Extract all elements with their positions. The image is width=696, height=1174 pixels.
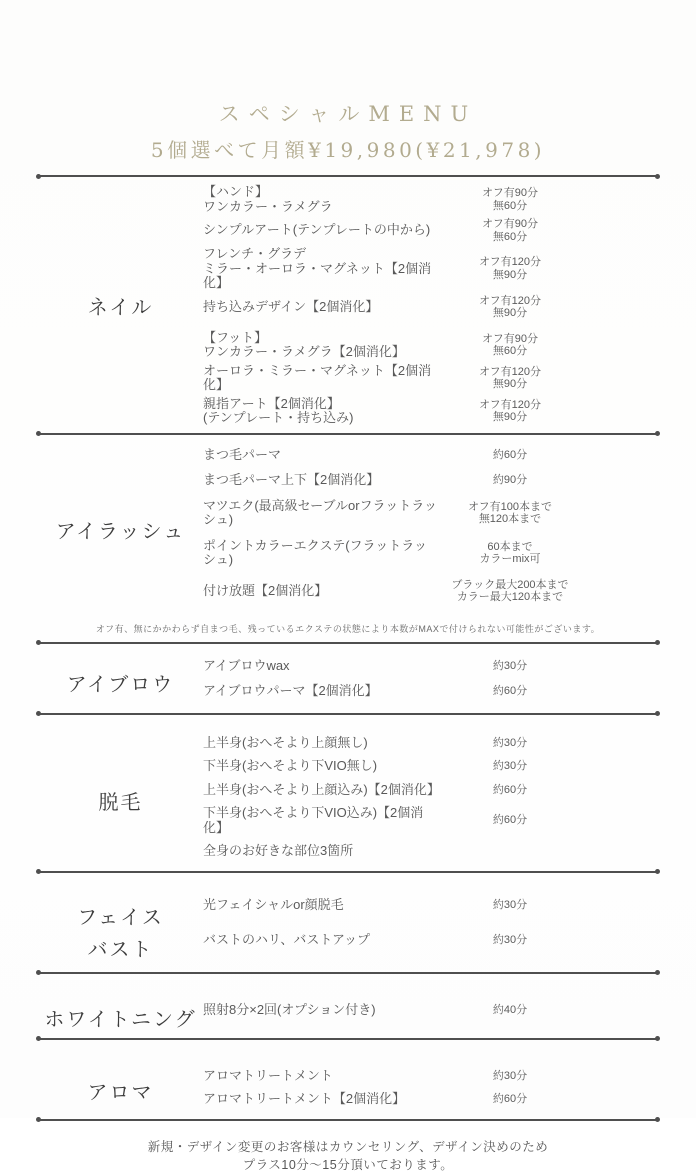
section-divider: [38, 972, 658, 974]
menu-item-row: [203, 397, 658, 426]
item-name-line: 【ハンド】: [203, 184, 269, 199]
category-label-line: フェイス: [77, 905, 164, 929]
section-divider: [38, 642, 658, 644]
item-name: [203, 806, 440, 835]
item-name: [203, 397, 440, 426]
menu-item-row: [203, 331, 658, 360]
item-duration-line: 約60分: [492, 685, 528, 697]
section-divider: [38, 713, 658, 715]
item-name-line: アイブロウパーマ【2個消化】: [203, 683, 378, 698]
item-duration: [440, 474, 580, 487]
item-name: [203, 473, 440, 488]
item-name-line: 親指アート【2個消化】: [203, 395, 340, 411]
menu-item-row: [203, 448, 658, 463]
item-duration-line: 約60分: [492, 814, 528, 827]
item-name: [203, 759, 440, 774]
item-duration-line: 無60分: [492, 230, 528, 243]
category-label-line: バスト: [87, 937, 154, 961]
page-subtitle: 5個選べて月額¥19,980(¥21,978): [150, 138, 546, 162]
item-name: [203, 539, 440, 568]
category-label: [38, 901, 203, 965]
item-name-line: 付け放題【2個消化】: [203, 582, 328, 598]
item-duration: [440, 218, 580, 243]
item-duration: [440, 737, 580, 750]
item-name: [203, 844, 440, 859]
menu-item-row: [203, 1092, 658, 1107]
menu-section: [38, 881, 658, 984]
section-rows: [203, 1003, 658, 1035]
item-name: [203, 1069, 440, 1084]
item-name-line: 上半身(おへそより上顔無し): [203, 734, 368, 750]
item-duration-line: 無120本まで: [478, 513, 542, 525]
item-duration: [440, 541, 580, 566]
menu-item-row: [203, 1069, 658, 1084]
item-duration-line: 約30分: [492, 760, 528, 772]
menu-item-row: [203, 933, 658, 948]
item-duration-line: 無90分: [492, 411, 528, 423]
footer-note-line-2: プラス10分〜15分頂いております。: [242, 1157, 454, 1172]
menu-item-row: [203, 806, 658, 835]
item-name-line: ワンカラー・ラメグラ【2個消化】: [203, 344, 405, 359]
item-duration-line: オフ有100本まで: [467, 500, 553, 513]
item-name: [203, 1003, 440, 1018]
item-name-line: (テンプレート・持ち込み): [203, 410, 354, 425]
item-name-line: シンプルアート(テンプレートの中から): [203, 222, 431, 238]
item-name-line: 下半身(おへそより下VIO込み)【2個消化】: [203, 805, 424, 835]
category-label-line: アイラッシュ: [55, 519, 186, 543]
menu-item-row: [203, 539, 658, 568]
category-label-line: アイブロウ: [66, 672, 175, 696]
item-duration-line: ブラック最大200本まで: [451, 578, 569, 591]
item-duration: [440, 1070, 580, 1083]
item-duration-line: 約30分: [492, 736, 528, 749]
item-duration: [440, 501, 580, 526]
item-duration-line: 約60分: [492, 1093, 528, 1105]
item-name-line: まつ毛パーマ: [203, 446, 282, 462]
item-duration: [440, 814, 580, 827]
category-label-line: アロマ: [87, 1080, 154, 1104]
category-label: [38, 515, 203, 547]
menu-header: [38, 0, 658, 177]
item-name: [203, 933, 440, 948]
item-name: [203, 1092, 440, 1107]
menu-item-row: [203, 247, 658, 291]
section-rows: [203, 448, 658, 615]
item-name: [203, 659, 440, 674]
item-duration-line: 約30分: [492, 1069, 528, 1082]
item-name: [203, 684, 440, 699]
menu-item-row: [203, 364, 658, 393]
menu-item-row: [203, 473, 658, 488]
item-duration-line: 無90分: [492, 307, 528, 319]
item-name-line: ミラー・オーロラ・マグネット【2個消化】: [203, 260, 432, 290]
item-duration-line: オフ有120分: [478, 398, 542, 411]
item-name: [203, 736, 440, 751]
item-name: [203, 185, 440, 214]
item-duration: [440, 899, 580, 912]
item-duration-line: 約40分: [492, 1003, 528, 1016]
menu-item-row: [203, 185, 658, 214]
item-name-line: 照射8分×2回(オプション付き): [203, 1001, 376, 1017]
menu-item-row: [203, 783, 658, 798]
item-duration: [440, 333, 580, 358]
item-duration-line: 約30分: [492, 898, 528, 911]
item-name: [203, 499, 440, 528]
section-rows: [203, 736, 658, 868]
item-name-line: アロマトリートメント【2個消化】: [203, 1091, 406, 1106]
menu-item-row: [203, 844, 658, 859]
menu-section: [38, 439, 658, 644]
menu-item-row: [203, 684, 658, 699]
item-name-line: フレンチ・グラデ: [203, 246, 307, 261]
header-divider: [38, 175, 658, 177]
menu-item-row: [203, 1003, 658, 1018]
item-name-line: 【フット】: [203, 329, 268, 345]
item-duration: [440, 660, 580, 673]
section-rows: [203, 1069, 658, 1116]
item-duration: [440, 579, 580, 604]
menu-section: [38, 1056, 658, 1129]
item-duration-line: 約60分: [492, 783, 528, 796]
item-duration: [440, 1093, 580, 1106]
section-rows: [203, 659, 658, 710]
item-duration: [440, 256, 580, 281]
menu-item-row: [203, 579, 658, 604]
item-duration-line: オフ有90分: [482, 187, 538, 199]
item-name-line: 持ち込みデザイン【2個消化】: [203, 298, 379, 314]
category-label: [38, 668, 203, 700]
item-duration: [440, 449, 580, 462]
item-name: [203, 584, 440, 599]
menu-item-row: [203, 295, 658, 320]
menu-section: [38, 725, 658, 881]
item-name: [203, 783, 440, 798]
item-duration-line: 60本まで: [487, 540, 533, 553]
item-name: [203, 247, 440, 291]
item-name-line: アイブロウwax: [203, 657, 290, 673]
item-duration-line: 無60分: [492, 199, 528, 212]
item-duration-line: カラー最大120本まで: [456, 591, 564, 603]
item-name-line: ワンカラー・ラメグラ: [203, 198, 333, 214]
item-duration: [440, 760, 580, 773]
section-rows: [203, 898, 658, 969]
category-label: [38, 786, 203, 818]
menu-item-row: [203, 499, 658, 528]
item-name: [203, 223, 440, 238]
item-name-line: マツエク(最高級セーブルorフラットラッシュ): [203, 497, 438, 527]
item-name: [203, 364, 440, 393]
menu-item-row: [203, 898, 658, 913]
item-duration-line: 無90分: [492, 378, 528, 390]
item-name-line: まつ毛パーマ上下【2個消化】: [203, 472, 380, 487]
footer-note-line-1: 新規・デザイン変更のお客様はカウンセリング、デザイン決めのため: [147, 1139, 549, 1154]
item-duration-line: オフ有90分: [482, 218, 538, 230]
section-divider: [38, 433, 658, 435]
item-name-line: 光フェイシャルor顔脱毛: [203, 896, 344, 912]
item-duration: [440, 366, 580, 391]
item-name-line: 下半身(おへそより下VIO無し): [203, 758, 378, 773]
item-duration-line: オフ有120分: [478, 256, 542, 269]
item-name-line: ポイントカラーエクステ(フラットラッシュ): [203, 537, 428, 567]
menu-section: [38, 984, 658, 1056]
menu-item-row: [203, 659, 658, 674]
footer-note: [38, 1138, 658, 1174]
category-label: [38, 1003, 203, 1035]
item-name-line: 全身のお好きな部位3箇所: [203, 843, 354, 858]
item-name: [203, 300, 440, 315]
menu-item-row: [203, 736, 658, 751]
item-duration: [440, 399, 580, 424]
section-note: オフ有、無にかかわらず自まつ毛、残っているエクステの状態により本数がMAXで付けられない可能性がございます。: [95, 623, 601, 634]
item-duration-line: 約90分: [492, 474, 528, 486]
item-name: [203, 331, 440, 360]
section-divider: [38, 1038, 658, 1040]
item-duration: [440, 187, 580, 212]
section-divider: [38, 871, 658, 873]
item-name: [203, 898, 440, 913]
section-rows: [203, 185, 658, 430]
menu-item-row: [203, 759, 658, 774]
item-duration-line: オフ有120分: [478, 294, 542, 307]
menu-sections: [38, 177, 658, 1129]
menu-section: [38, 177, 658, 439]
category-label: [38, 291, 203, 323]
item-duration-line: カラーmix可: [479, 553, 541, 565]
item-duration: [440, 685, 580, 698]
menu-section: [38, 644, 658, 725]
category-label-line: ネイル: [87, 295, 154, 320]
item-duration-line: 無90分: [492, 268, 528, 281]
item-duration: [440, 1004, 580, 1017]
item-duration-line: 約30分: [492, 934, 528, 946]
item-name-line: オーロラ・ミラー・マグネット【2個消化】: [203, 362, 432, 392]
item-duration-line: 約30分: [492, 659, 528, 672]
item-name-line: 上半身(おへそより上顔込み)【2個消化】: [203, 781, 440, 797]
category-label-line: ホワイトニング: [44, 1006, 197, 1031]
section-divider: [38, 1119, 658, 1121]
item-name-line: アロマトリートメント: [203, 1067, 333, 1083]
menu-item-row: [203, 218, 658, 243]
category-label-line: 脱毛: [98, 789, 143, 814]
item-duration-line: オフ有90分: [482, 332, 538, 345]
page-title: スペシャルMENU: [218, 102, 478, 126]
item-duration: [440, 934, 580, 947]
item-name-line: バストのハリ、バストアップ: [203, 932, 371, 947]
item-duration: [440, 784, 580, 797]
item-duration-line: 無60分: [492, 345, 528, 357]
item-duration-line: オフ有120分: [478, 365, 542, 378]
item-duration: [440, 295, 580, 320]
category-label: [38, 1076, 203, 1108]
item-name: [203, 448, 440, 463]
item-duration-line: 約60分: [492, 448, 528, 461]
